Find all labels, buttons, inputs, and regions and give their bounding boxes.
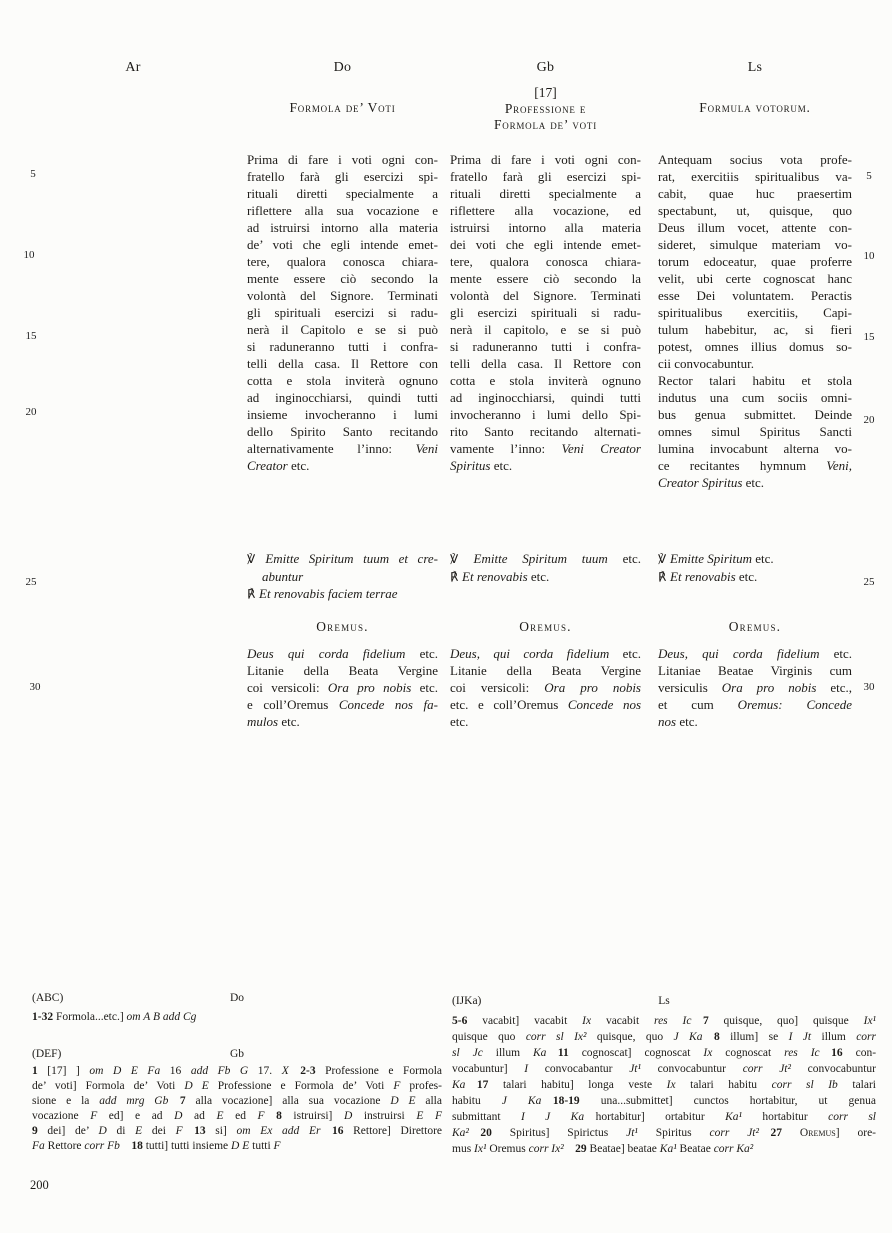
text-line: riflettere alla vocazione, ed	[450, 203, 641, 218]
versicle-response-icon: ℟	[658, 570, 671, 584]
text-line: telli della casa. Il Rettore con	[247, 356, 438, 371]
line-number-left: 10	[23, 249, 35, 261]
versicle-response-icon: ℟	[450, 570, 463, 584]
gb-oremus-heading: Oremus.	[519, 619, 572, 634]
text-line: indutus una cum sociis omni-	[658, 390, 852, 405]
text-line: lumina invocabunt alterna vo-	[658, 441, 852, 456]
apparatus-sigla: (ABC)	[32, 992, 64, 1004]
line-number-right: 15	[863, 331, 875, 343]
text-line: mente essere ciò secondo la	[247, 271, 438, 286]
text-line: gli spirituali esercizi si radu-	[247, 305, 438, 320]
text-line: fratello farà gli esercizi spi-	[247, 169, 438, 184]
ls-paragraph-2	[658, 645, 852, 730]
apparatus-ijka-header	[452, 995, 876, 1010]
text-line: si raduneranno tutti i confra-	[247, 339, 438, 354]
text-line: de’ voti] Formola de’ Voti D E Professione e Formola de’ Voti F profes-	[32, 1080, 442, 1092]
text-line: sideret, simulque materiam vo-	[658, 237, 852, 252]
apparatus-ijka	[452, 995, 876, 1157]
text-line: ℣ Emitte Spiritum etc.	[658, 551, 774, 566]
text-line: abuntur	[262, 569, 304, 584]
apparatus-abc-entries	[32, 1010, 442, 1025]
text-line: submittant I J Ka hortabitur] ortabitur Ka¹ hortabitur corr sl	[452, 1111, 876, 1123]
text-line: vocabuntur] I convocabantur Jt¹ convocabuntur corr Jt² convocabuntur	[452, 1063, 876, 1075]
versicle-response-icon: ℣	[247, 552, 266, 566]
apparatus-def-entries	[32, 1064, 442, 1154]
text-line: ℟ Et renovabis etc.	[658, 569, 758, 584]
text-line: et cum Oremus: Concede	[658, 697, 852, 712]
text-line: si raduneranno tutti i confra-	[450, 339, 641, 354]
line-number-right: 5	[866, 170, 872, 182]
line-number-left: 30	[29, 681, 41, 693]
text-line: Prima di fare i voti ogni con-	[450, 152, 641, 167]
do-oremus-heading: Oremus.	[316, 619, 369, 634]
text-line: velit, ubi certe cognoscat hanc	[658, 271, 852, 286]
ls-paragraph-1	[658, 151, 852, 491]
text-line: Litanie della Beata Vergine	[247, 663, 438, 678]
text-line: habitu J Ka 18-19 una...submittet] cunctos hortabitur, ut genua	[452, 1095, 876, 1107]
text-line: mente essere ciò secondo la	[450, 271, 641, 286]
text-line: insieme invocheranno i lumi	[247, 407, 438, 422]
apparatus-witness: Ls	[658, 995, 670, 1007]
text-line: telli della casa. Il Rettore con	[450, 356, 641, 371]
apparatus-def	[32, 1048, 442, 1154]
text-line: cotta e stola inviterà ognuno	[247, 373, 438, 388]
text-line: Creator Spiritus etc.	[658, 475, 765, 490]
text-line: vamente l’inno: Veni Creator	[450, 441, 641, 456]
versicle-response-icon: ℣	[450, 552, 474, 566]
text-line: Creator etc.	[247, 458, 310, 473]
text-line: esse Dei voluntatem. Peractis	[658, 288, 852, 303]
line-number-left: 15	[25, 330, 37, 342]
chapter-number: [17]	[534, 85, 557, 100]
line-number-left: 20	[25, 406, 37, 418]
text-line: istruirsi intorno alla materia	[450, 220, 641, 235]
apparatus-witness: Gb	[229, 1048, 245, 1060]
apparatus-ijka-entries	[452, 1013, 876, 1157]
text-line: nos etc.	[658, 714, 698, 729]
text-line: Prima di fare i voti ogni con-	[247, 152, 438, 167]
text-line: bus genua submittet. Deinde	[658, 407, 852, 422]
line-number-left: 25	[25, 576, 37, 588]
text-line: Deus illum vocet, attente con-	[658, 220, 852, 235]
text-line: mus Ix¹ Oremus corr Ix² 29 Beatae] beatae Ka¹ Beatae corr Ka²	[452, 1143, 754, 1155]
text-line: Litanie della Beata Vergine	[450, 663, 641, 678]
title-gb	[450, 85, 641, 133]
text-line: ℟ Et renovabis etc.	[450, 569, 550, 584]
text-line: tere, qualora conosca chiara-	[450, 254, 641, 269]
page-number: 200	[30, 1178, 49, 1192]
line-number-left: 5	[30, 168, 36, 180]
apparatus-abc	[32, 992, 442, 1025]
text-line: fratello farà gli esercizi spi-	[450, 169, 641, 184]
text-line: sione e la add mrg Gb 7 alla vocazione] alla sua vocazione D E alla	[32, 1095, 442, 1107]
text-line: Fa Rettore corr Fb 18 tutti] tutti insieme D E tutti F	[32, 1140, 281, 1152]
text-line: ad istruirsi intorno alla materia	[247, 220, 438, 235]
text-line: rat, exercitiis spiritualibus va-	[658, 169, 852, 184]
text-line: Ka² 20 Spiritus] Spirictus Jt¹ Spiritus corr Jt² 27 Oremus] ore-	[452, 1127, 877, 1139]
text-line: cabit, quae huc praesertim	[658, 186, 852, 201]
title-gb-line2: Formola de’ voti	[493, 117, 598, 132]
text-line: riflettere alla sua vocazione e	[247, 203, 438, 218]
text-line: mulos etc.	[247, 714, 300, 729]
gb-versicles	[450, 550, 641, 586]
text-line: Ka 17 talari habitu] longa veste Ix talari habitu corr sl Ib talari	[452, 1079, 876, 1091]
text-line: tere, qualora conosca chiara-	[247, 254, 438, 269]
text-line: Litaniae Beatae Virginis cum	[658, 663, 852, 678]
text-line: coi versicoli: Ora pro nobis etc.	[247, 680, 439, 695]
text-line: volontà del Signore. Terminati	[247, 288, 438, 303]
text-line: gli esercizi spirituali si radu-	[450, 305, 641, 320]
text-line: 5-6 vacabit] vacabit Ix vacabit res Ic 7 quisque, quo] quisque Ix¹	[452, 1015, 877, 1027]
text-line: nerà il Capitolo e se si può	[247, 322, 438, 337]
witness-header-gb: Gb	[536, 60, 555, 75]
text-line: ℣ Emitte Spiritum tuum et cre-	[247, 551, 438, 566]
do-paragraph-2	[247, 645, 438, 730]
title-gb-line1: Professione e	[504, 101, 587, 116]
title-do: Formola de’ Voti	[289, 100, 396, 115]
text-line: tulum habebitur, ac, si fieri	[658, 322, 852, 337]
text-line: cotta e stola inviterà ognuno	[450, 373, 641, 388]
text-line: etc. e coll’Oremus Concede nos	[450, 697, 642, 712]
witness-header-do: Do	[333, 60, 352, 75]
text-line: sl Jc illum Ka 11 cognoscat] cognoscat Ix cognoscat res Ic 16 con-	[452, 1047, 877, 1059]
text-line: rituali diretti specialmente a	[450, 186, 641, 201]
text-line: e coll’Oremus Concede nos fa-	[247, 697, 438, 712]
gb-paragraph-1	[450, 151, 641, 474]
text-line: spiritualibus exercitiis, Capi-	[658, 305, 852, 320]
text-line: spectabunt, ut, quisque, quo	[658, 203, 852, 218]
text-line: Rector talari habitu et stola	[658, 373, 852, 388]
text-line: rito Santo recitando alternati-	[450, 424, 641, 439]
text-line: Antequam socius vota profe-	[658, 152, 852, 167]
text-line: quisque quo corr sl Ix² quisque, quo J Ka 8 illum] se I Jt illum corr	[452, 1031, 876, 1043]
line-number-right: 10	[863, 250, 875, 262]
text-line: torum edoceatur, quae proferre	[658, 254, 852, 269]
text-line: etc.	[450, 714, 469, 729]
text-line: ad inginocchiarsi, quindi tutti	[247, 390, 438, 405]
text-line: Deus qui corda fidelium etc.	[247, 646, 438, 661]
text-line: omnes simul Spiritus Sancti	[658, 424, 852, 439]
text-line: ℣ Emitte Spiritum tuum etc.	[450, 551, 641, 566]
text-line: invocheranno i lumi dello Spi-	[450, 407, 641, 422]
apparatus-sigla: (IJKa)	[452, 995, 482, 1007]
witness-header-ls: Ls	[747, 60, 763, 75]
line-number-right: 20	[863, 414, 875, 426]
text-line: versiculis Ora pro nobis etc.,	[658, 680, 852, 695]
witness-header-ar: Ar	[125, 60, 141, 75]
apparatus-sigla: (DEF)	[32, 1048, 62, 1060]
apparatus-witness: Do	[229, 992, 245, 1004]
versicle-response-icon: ℟	[247, 587, 260, 601]
do-versicles	[247, 550, 438, 603]
text-line: potest, omnes illius domus so-	[658, 339, 852, 354]
text-line: 1-32 Formola...etc.] om A B add Cg	[32, 1011, 197, 1023]
text-line: de’ voti che egli intende emet-	[247, 237, 438, 252]
text-line: Spiritus etc.	[450, 458, 513, 473]
text-line: Deus, qui corda fidelium etc.	[658, 646, 852, 661]
text-line: Deus, qui corda fidelium etc.	[450, 646, 641, 661]
text-line: 1 [17] ] om D E Fa 16 add Fb G 17. X 2-3 Professione e Formola	[32, 1065, 442, 1077]
text-line: 9 dei] de’ D di E dei F 13 si] om Ex add Er 16 Rettore] Direttore	[32, 1125, 442, 1137]
text-line: dei voti che egli intende emet-	[450, 237, 641, 252]
ls-oremus-heading: Oremus.	[728, 619, 782, 634]
line-number-right: 30	[863, 681, 875, 693]
text-line: volontà del Signore. Terminati	[450, 288, 641, 303]
text-line: alternativamente l’inno: Veni	[247, 441, 438, 456]
text-line: ce recitantes hymnum Veni,	[658, 458, 852, 473]
apparatus-abc-header	[32, 992, 442, 1007]
text-line: cii convocabuntur.	[658, 356, 755, 371]
text-line: ℟ Et renovabis faciem terrae	[247, 586, 398, 601]
text-line: coi versicoli: Ora pro nobis	[450, 680, 641, 695]
ls-versicles	[658, 550, 852, 586]
text-line: nerà il capitolo, e se si può	[450, 322, 641, 337]
text-line: vocazione F ed] e ad D ad E ed F 8 istruirsi] D instruirsi E F	[32, 1110, 442, 1122]
do-paragraph-1	[247, 151, 438, 474]
text-line: ad inginocchiarsi, quindi tutti	[450, 390, 641, 405]
gb-paragraph-2	[450, 645, 641, 730]
title-ls: Formula votorum.	[699, 100, 811, 115]
versicle-response-icon: ℣	[658, 552, 671, 566]
apparatus-def-header	[32, 1048, 442, 1063]
text-line: rituali diretti specialmente a	[247, 186, 438, 201]
text-line: dello Spirito Santo recitando	[247, 424, 438, 439]
line-number-right: 25	[863, 576, 875, 588]
